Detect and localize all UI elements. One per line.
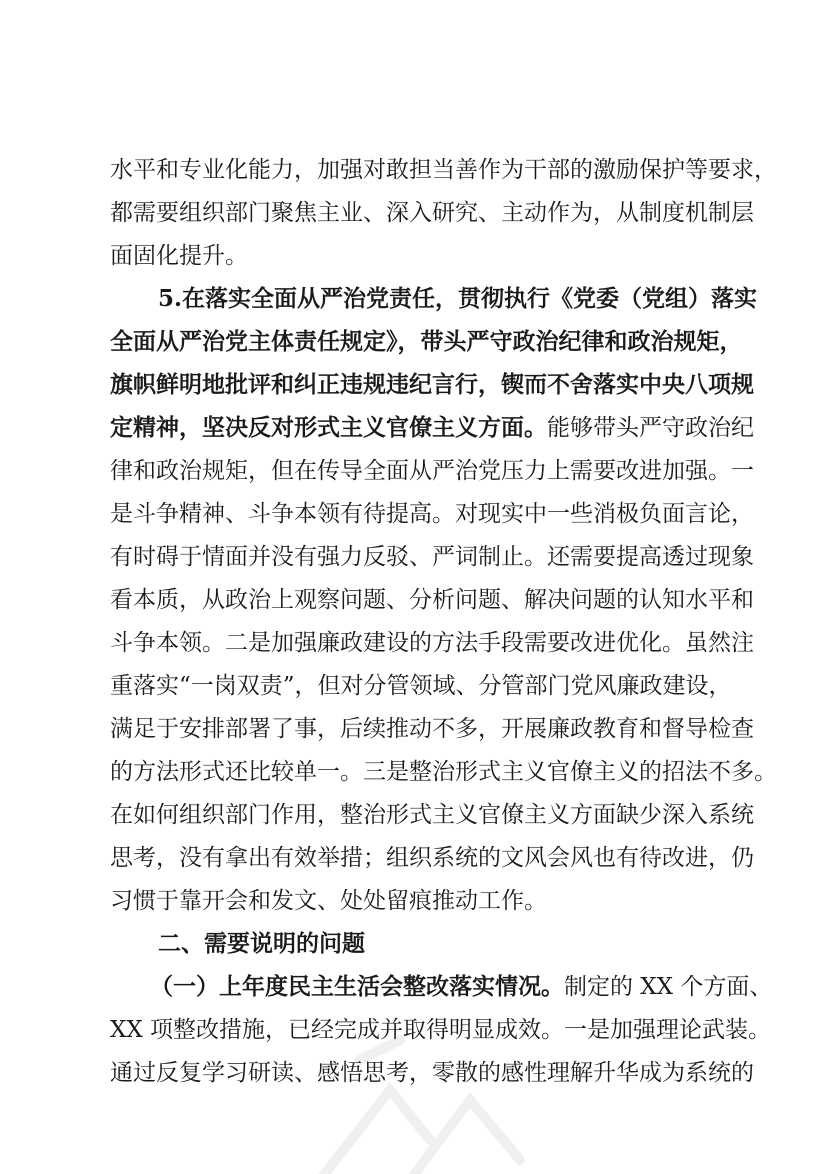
para2-line-13: 在如何组织部门作用，整治形式主义官僚主义方面缺少深入系统 <box>110 802 754 828</box>
section-heading: 二、需要说明的问题 <box>158 931 365 957</box>
para2-line-11: 满足于安排部署了事，后续推动不多，开展廉政教育和督导检查 <box>110 716 754 742</box>
para2-line-9: 斗争本领。二是加强廉政建设的方法手段需要改进优化。虽然注 <box>110 630 754 656</box>
para2-line-12: 的方法形式还比较单一。三是整治形式主义官僚主义的招法不多。 <box>110 759 777 785</box>
para1-line-1: 水平和专业化能力，加强对敢担当善作为干部的激励保护等要求， <box>110 157 777 183</box>
para2-line-5: 律和政治规矩，但在传导全面从严治党压力上需要改进加强。一 <box>110 458 754 484</box>
para3-line-2: XX 项整改措施，已经完成并取得明显成效。一是加强理论武装。 <box>110 1017 772 1043</box>
para2-line-7: 有时碍于情面并没有强力反驳、严词制止。还需要提高透过现象 <box>110 544 754 570</box>
para2-line-6: 是斗争精神、斗争本领有待提高。对现实中一些消极负面言论， <box>110 501 754 527</box>
para2-line-4-bold: 定精神，坚决反对形式主义官僚主义方面。 <box>110 414 547 441</box>
para3-line-1-rest: 制定的 XX 个方面、 <box>564 974 773 1000</box>
para1-line-2: 都需要组织部门聚焦主业、深入研究、主动作为，从制度机制层 <box>110 200 754 226</box>
para2-line-4-rest: 能够带头严守政治纪 <box>547 415 754 441</box>
para3-line-1-bold: （一）上年度民主生活会整改落实情况。 <box>150 973 564 1000</box>
para3-line-3: 通过反复学习研读、感悟思考，零散的感性理解升华成为系统的 <box>110 1060 754 1086</box>
para2-line-1: 5.在落实全面从严治党责任，贯彻执行《党委（党组）落实 <box>158 285 758 312</box>
para2-line-3: 旗帜鲜明地批评和纠正违规违纪言行，锲而不舍落实中央八项规 <box>110 371 754 398</box>
para2-line-14: 思考，没有拿出有效举措；组织系统的文风会风也有待改进，仍 <box>110 845 754 871</box>
para1-line-3: 面固化提升。 <box>110 243 248 269</box>
para3-line-1 <box>150 967 773 1007</box>
para2-line-2: 全面从严治党主体责任规定》，带头严守政治纪律和政治规矩， <box>110 328 743 355</box>
para2-line-10: 重落实“一岗双责”，但对分管领域、分管部门党风廉政建设， <box>110 673 732 699</box>
para2-line-4 <box>110 408 754 448</box>
para2-line-8: 看本质，从政治上观察问题、分析问题、解决问题的认知水平和 <box>110 587 754 613</box>
para2-line-15: 习惯于靠开会和发文、处处留痕推动工作。 <box>110 888 547 914</box>
watermark-graphic <box>280 1030 540 1174</box>
